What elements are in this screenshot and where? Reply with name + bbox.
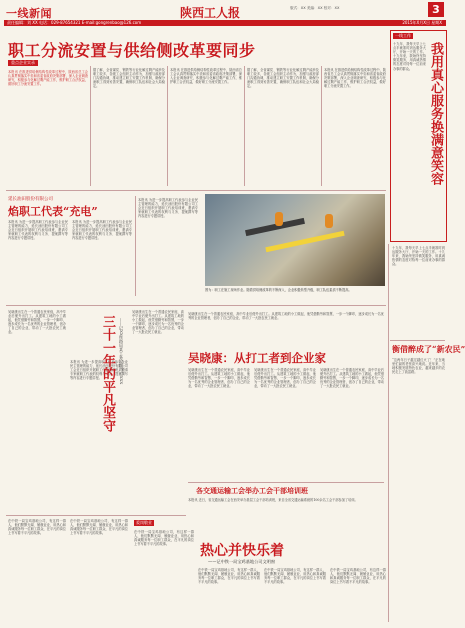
lead-tag: 重点企业实录 <box>8 60 38 66</box>
lead-body-col3: 据了解，全省煤炭、钢铁等行业化解过剩产能涉及职工较多，各级工会组织主动作为，加强与政府部门沟通协调，推动建立职工安置工作机制，确保分流职工得到妥善安置，确保职工队伍和社会大局稳定。 <box>247 68 319 89</box>
training-body: 本报讯 近日，省交通运输工会在西安举办基层工会干部培训班，来自全省交通运输系统的100余名工会干部参加了培训。 <box>188 498 358 502</box>
story2-body-col3: 本报讯 为进一步提高职工代表参与企业民主管理的能力，延长油田股份有限公司工会近日组织开展职工代表培训班，邀请专家就职工代表的权利与义务、提案撰写等内容进行专题讲授。 <box>138 198 198 219</box>
vertical-story-body-col2: 本报讯 为进一步提高职工代表参与企业民主管理的能力，延长油田股份有限公司工会近日组织开展职工代表培训班，邀请专家就职工代表的权利与义务、提案撰写等内容进行专题讲授。 <box>70 360 128 381</box>
masthead-strip <box>4 20 446 26</box>
wu-story-col1: 吴晓康出生在一个普通农民家庭，高中毕业后便外出打工。从建筑工地的小工做起，他凭借勤劳和智慧，一步一个脚印，逐步成长为一名优秀的企业管理者，创办了自己的企业，带动了一大批农民工就业。 <box>188 368 250 389</box>
column-tag: 一线工作 <box>395 33 411 38</box>
lead-body-col2: 本报讯 在推进供给侧结构性改革过程中，陕西省总工会认真贯彻落实中央和省委省政府决策部署，深入企业调查研究，积极参与化解过剩产能工作，维护职工合法权益，做好职工分流安置工作。 <box>170 68 242 85</box>
wu-story-col3: 吴晓康出生在一个普通农民家庭，高中毕业后便外出打工。从建筑工地的小工做起，他凭借勤劳和智慧，一步一个脚印，逐步成长为一名优秀的企业管理者，创办了自己的企业，带动了一大批农民工就业。 <box>320 368 384 389</box>
wu-story-top: 吴晓康出生在一个普通农民家庭，高中毕业后便外出打工。从建筑工地的小工做起，他凭借勤劳和智慧，一步一个脚印，逐步成长为一名优秀的企业管理者，创办了自己的企业，带动了一大批农民工就业。 <box>188 312 384 321</box>
feature-col4: 在中铁一局宝鸡基地公司，有这样一群人，他们默默无闻、兢兢业业，用热心和真诚服务每一位职工群众，在平凡的岗位上书写着不平凡的故事。 <box>330 568 386 585</box>
feature-left-col: 在中铁一局宝鸡基地公司，有这样一群人，他们默默无闻、兢兢业业，用热心和真诚服务每一位职工群众，在平凡的岗位上书写着不平凡的故事。 <box>8 519 66 536</box>
lead-body-col1: 据了解，全省煤炭、钢铁等行业化解过剩产能涉及职工较多，各级工会组织主动作为，加强与政府部门沟通协调，推动建立职工安置工作机制，确保分流职工得到妥善安置，确保职工队伍和社会大局稳定。 <box>93 68 165 89</box>
story2-kicker: 延长油田股份有限公司 <box>8 197 53 202</box>
lead-intro: 本报讯 在推进供给侧结构性改革过程中，陕西省总工会认真贯彻落实中央和省委省政府决策部署，深入企业调查研究，积极参与化解过剩产能工作，维护职工合法权益，做好职工分流安置工作。 <box>8 70 88 87</box>
lead-body-col4: 本报讯 在推进供给侧结构性改革过程中，陕西省总工会认真贯彻落实中央和省委省政府决策部署，深入企业调查研究，积极参与化解过剩产能工作，维护职工合法权益，做好职工分流安置工作。 <box>324 68 386 89</box>
vertical-story-kicker: ——记XX铁路局某工务段线路工XXX <box>119 318 124 385</box>
vertical-story-body-col3: 吴晓康出生在一个普通农民家庭，高中毕业后便外出打工。从建筑工地的小工做起，他凭借勤劳和智慧，一步一个脚印，逐步成长为一名优秀的企业管理者，创办了自己的企业，带动了一大批农民工就业。 <box>132 310 184 335</box>
wu-story-headline: 吴晓康：从打工者到企业家 <box>188 351 326 365</box>
column-body: 十九年，我每天早上七点半就准时到达服务大厅，开始一天的工作。十九年来，我始终坚持微笑服务，用真诚热情的态度对待每一位前来办事的群众。 <box>393 42 426 71</box>
news-photo <box>205 194 385 286</box>
training-headline: 各交通运输工会举办工会干部培训班 <box>196 486 308 495</box>
side-story-headline: 衡借醉成了“新农民” <box>392 344 465 354</box>
masthead-date: 2015年X月X日 星期X <box>402 20 442 25</box>
vertical-story-headline: 三十一年的平凡坚守 <box>100 315 115 432</box>
feature-kicker: 爱岗敬业 <box>136 520 152 525</box>
photo-caption: 图为：职工在施工现场作业。随着供给侧改革的不断深入，企业积极转型升级，职工队伍素质不断提高。 <box>205 288 352 292</box>
wu-story-col2: 吴晓康出生在一个普通农民家庭，高中毕业后便外出打工。从建筑工地的小工做起，他凭借勤劳和智慧，一步一个脚印，逐步成长为一名优秀的企业管理者，创办了自己的企业，带动了一大批农民工就业。 <box>254 368 316 389</box>
feature-col2: 在中铁一局宝鸡基地公司，有这样一群人，他们默默无闻、兢兢业业，用热心和真诚服务每一位职工群众，在平凡的岗位上书写着不平凡的故事。 <box>198 568 260 585</box>
story2-body-col2: 本报讯 为进一步提高职工代表参与企业民主管理的能力，延长油田股份有限公司工会近日组织开展职工代表培训班，邀请专家就职工代表的权利与义务、提案撰写等内容进行专题讲授。 <box>72 220 132 241</box>
paper-name: 陕西工人报 <box>180 6 241 20</box>
right-col-body-upper: 十九年，我每天早上七点半就准时到达服务大厅，开始一天的工作。十九年来，我始终坚持微笑服务，用真诚热情的态度对待每一位前来办事的群众。 <box>392 246 445 267</box>
story2-body-col1: 本报讯 为进一步提高职工代表参与企业民主管理的能力，延长油田股份有限公司工会近日组织开展职工代表培训班，邀请专家就职工代表的权利与义务、提案撰写等内容进行专题讲授。 <box>8 220 68 241</box>
feature-subhead: ——记中铁一局宝鸡基地公司文明窗 <box>208 559 276 564</box>
story2-headline: 焰职工代表“充电” <box>8 205 98 218</box>
masthead-meta-right: 版式：XX 美编：XX 校对：XX <box>290 6 340 10</box>
feature-col3: 在中铁一局宝鸡基地公司，有这样一群人，他们默默无闻、兢兢业业，用热心和真诚服务每一位职工群众，在平凡的岗位上书写着不平凡的故事。 <box>264 568 326 585</box>
feature-col1: 在中铁一局宝鸡基地公司，有这样一群人，他们默默无闻、兢兢业业，用热心和真诚服务每一位职工群众，在平凡的岗位上书写着不平凡的故事。 <box>134 530 194 547</box>
feature-headline: 热心并快乐着 <box>200 543 284 559</box>
section-title: 一线新闻 <box>6 7 52 20</box>
lead-headline: 职工分流安置与供给侧改革要同步 <box>8 41 256 60</box>
vertical-story-body-col1: 吴晓康出生在一个普通农民家庭，高中毕业后便外出打工。从建筑工地的小工做起，他凭借勤劳和智慧，一步一个脚印，逐步成长为一名优秀的企业管理者，创办了自己的企业，带动了一大批农民工就业。 <box>8 310 66 335</box>
side-story-body: “这两年日子越过越红火了！”正在地里忙碌的老张高兴地说。近年来，当地积极发展特色农业，越来越多的农民走上了致富路。 <box>392 358 445 375</box>
column-title: 我用真心服务换满意笑容 <box>428 42 443 185</box>
edition-badge: 3 <box>428 2 444 17</box>
feature-left-col2: 在中铁一局宝鸡基地公司，有这样一群人，他们默默无闻、兢兢业业，用热心和真诚服务每一位职工群众，在平凡的岗位上书写着不平凡的故事。 <box>70 519 128 536</box>
masthead-meta-left: 责任编辑：刘 XX 电话：029-87654321 E-mail:gongrenbao@126.com <box>7 20 142 25</box>
